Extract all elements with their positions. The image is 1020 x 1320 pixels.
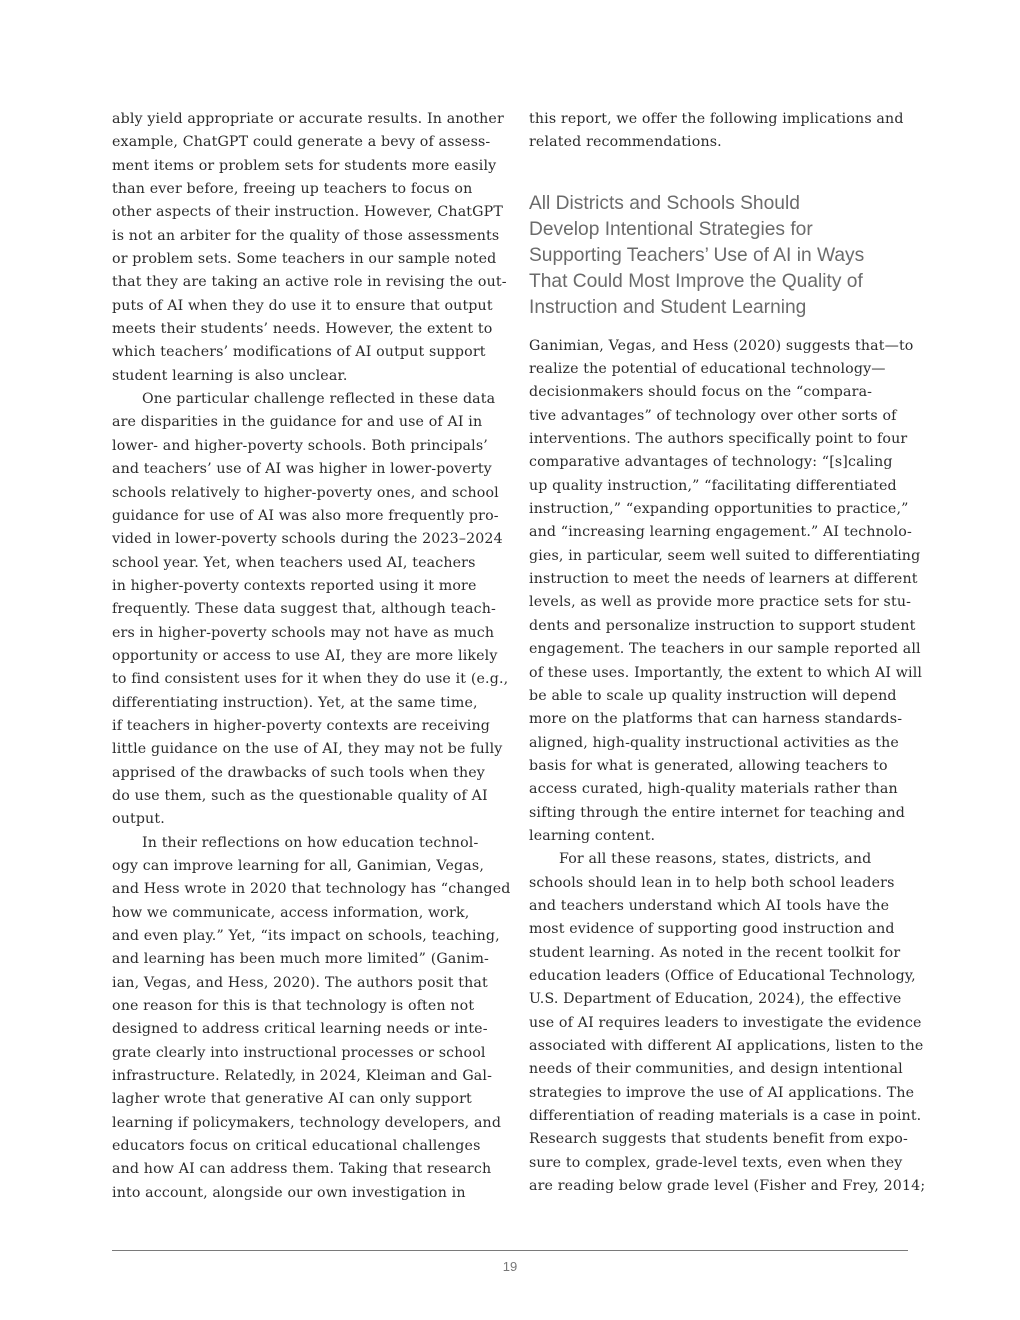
text-line: how we communicate, access information, work, xyxy=(112,904,470,921)
text-line: dents and personalize instruction to support student xyxy=(529,617,916,634)
text-line: guidance for use of AI was also more frequently pro- xyxy=(112,507,499,524)
text-line: grate clearly into instructional processes or school xyxy=(112,1044,486,1061)
text-line: U.S. Department of Education, 2024), the effective xyxy=(529,991,902,1008)
text-line: into account, alongside our own investigation in xyxy=(112,1184,466,1201)
text-line: more on the platforms that can harness standards- xyxy=(529,711,903,728)
text-line: education leaders (Office of Educational Technology, xyxy=(529,967,916,984)
text-line: For all these reasons, states, districts, and xyxy=(559,851,872,868)
text-line: use of AI requires leaders to investigate the evidence xyxy=(529,1014,922,1031)
text-line: and learning has been much more limited” (Ganim- xyxy=(112,951,489,968)
paragraph xyxy=(529,848,926,1198)
text-line: to find consistent uses for it when they do use it (e.g., xyxy=(112,671,509,688)
text-line: one reason for this is that technology is often not xyxy=(112,998,475,1015)
text-line: learning if policymakers, technology developers, and xyxy=(112,1114,502,1131)
text-line: output. xyxy=(112,811,165,828)
text-line: One particular challenge reflected in these data xyxy=(142,391,496,408)
text-line: aligned, high-quality instructional activities as the xyxy=(529,734,899,751)
text-line: is not an arbiter for the quality of those assessments xyxy=(112,227,500,244)
text-line: student learning is also unclear. xyxy=(112,367,348,384)
text-line: do use them, such as the questionable quality of AI xyxy=(112,787,488,804)
section-heading xyxy=(529,191,909,321)
footer-divider xyxy=(112,1250,908,1251)
text-line: instruction,” “expanding opportunities to practice,” xyxy=(529,501,909,518)
text-line: comparative advantages of technology: “[s]caling xyxy=(529,454,893,471)
text-line: differentiation of reading materials is a case in point. xyxy=(529,1108,922,1125)
text-line: if teachers in higher-poverty contexts are receiving xyxy=(112,717,490,734)
text-line: ian, Vegas, and Hess, 2020). The authors posit that xyxy=(112,974,488,991)
text-line: sifting through the entire internet for teaching and xyxy=(529,804,906,821)
text-line: and how AI can address them. Taking that research xyxy=(112,1161,492,1178)
text-line: infrastructure. Relatedly, in 2024, Kleiman and Gal- xyxy=(112,1068,493,1085)
text-line: designed to address critical learning needs or inte- xyxy=(112,1021,488,1038)
text-line: lagher wrote that generative AI can only support xyxy=(112,1091,472,1108)
text-line: levels, as well as provide more practice sets for stu- xyxy=(529,594,912,611)
text-line: related recommendations. xyxy=(529,134,722,151)
text-line: schools should lean in to help both school leaders xyxy=(529,874,895,891)
text-line: that they are taking an active role in revising the out- xyxy=(112,274,507,291)
text-line: be able to scale up quality instruction will depend xyxy=(529,687,897,704)
text-line: lower- and higher-poverty schools. Both principals’ xyxy=(112,437,488,454)
text-line: ably yield appropriate or accurate results. In another xyxy=(112,111,504,127)
text-line: gies, in particular, seem well suited to differentiating xyxy=(529,547,921,564)
text-line: this report, we offer the following implications and xyxy=(529,111,904,127)
heading-line: Develop Intentional Strategies for xyxy=(529,218,813,240)
text-line: schools relatively to higher-poverty ones, and school xyxy=(112,484,499,501)
text-line: and even play.” Yet, “its impact on schools, teaching, xyxy=(112,928,500,945)
left-column xyxy=(112,108,511,1205)
text-line: associated with different AI applications, listen to the xyxy=(529,1038,924,1054)
page-number: 19 xyxy=(502,1259,518,1274)
heading-line: That Could Most Improve the Quality of xyxy=(529,270,863,292)
text-line: opportunity or access to use AI, they are more likely xyxy=(112,647,498,664)
text-line: puts of AI when they do use it to ensure that output xyxy=(112,297,493,314)
heading-line: Instruction and Student Learning xyxy=(529,296,807,318)
text-line: and Hess wrote in 2020 that technology has “changed xyxy=(112,881,511,898)
text-line: decisionmakers should focus on the “compara- xyxy=(529,384,873,401)
text-line: which teachers’ modifications of AI output support xyxy=(112,344,486,361)
text-line: realize the potential of educational technology— xyxy=(529,361,886,378)
paragraph xyxy=(112,108,507,388)
text-line: meets their students’ needs. However, the extent to xyxy=(112,321,493,338)
paragraph xyxy=(112,832,511,1206)
text-line: engagement. The teachers in our sample reported all xyxy=(529,641,921,658)
text-line: example, ChatGPT could generate a bevy of assess- xyxy=(112,134,491,151)
text-line: needs of their communities, and design intentional xyxy=(529,1061,903,1078)
text-line: educators focus on critical educational challenges xyxy=(112,1138,481,1155)
text-line: tive advantages” of technology over other sorts of xyxy=(529,407,897,424)
right-column xyxy=(529,108,926,1198)
text-line: frequently. These data suggest that, although teach- xyxy=(112,601,496,618)
text-line: basis for what is generated, allowing teachers to xyxy=(529,757,888,774)
text-line: student learning. As noted in the recent toolkit for xyxy=(529,944,901,961)
text-line: apprised of the drawbacks of such tools when they xyxy=(112,764,485,781)
text-line: Ganimian, Vegas, and Hess (2020) suggests that—to xyxy=(529,337,914,354)
text-line: ment items or problem sets for students more easily xyxy=(112,157,497,174)
paragraph xyxy=(112,388,509,832)
text-line: than ever before, freeing up teachers to focus on xyxy=(112,181,473,198)
text-line: and “increasing learning engagement.” AI technolo- xyxy=(529,524,912,541)
text-line: are disparities in the guidance for and use of AI in xyxy=(112,414,483,431)
text-line: or problem sets. Some teachers in our sample noted xyxy=(112,251,497,268)
text-line: up quality instruction,” “facilitating differentiated xyxy=(529,477,897,494)
text-line: and teachers’ use of AI was higher in lower-poverty xyxy=(112,461,492,478)
text-line: Research suggests that students benefit from expo- xyxy=(529,1131,908,1148)
text-line: of these uses. Importantly, the extent to which AI will xyxy=(529,664,923,681)
text-line: most evidence of supporting good instruction and xyxy=(529,921,895,938)
text-line: are reading below grade level (Fisher and Frey, 2014; xyxy=(529,1178,926,1195)
text-line: other aspects of their instruction. However, ChatGPT xyxy=(112,204,503,221)
text-line: vided in lower-poverty schools during the 2023–2024 xyxy=(112,531,503,548)
heading-line: Supporting Teachers’ Use of AI in Ways xyxy=(529,244,865,266)
text-line: learning content. xyxy=(529,827,656,844)
text-line: interventions. The authors specifically point to four xyxy=(529,431,908,448)
text-line: In their reflections on how education technol- xyxy=(142,834,479,851)
heading-line: All Districts and Schools Should xyxy=(529,192,800,214)
section-body xyxy=(529,335,926,1199)
paragraph xyxy=(529,335,923,849)
text-line: in higher-poverty contexts reported using it more xyxy=(112,577,477,594)
text-line: instruction to meet the needs of learners at different xyxy=(529,571,918,588)
text-line: school year. Yet, when teachers used AI, teachers xyxy=(112,554,476,571)
text-line: access curated, high-quality materials rather than xyxy=(529,781,898,798)
text-line: sure to complex, grade-level texts, even when they xyxy=(529,1154,903,1171)
text-line: differentiating instruction). Yet, at the same time, xyxy=(112,694,478,711)
text-line: little guidance on the use of AI, they may not be fully xyxy=(112,741,503,758)
text-line: ogy can improve learning for all, Ganimian, Vegas, xyxy=(112,858,484,874)
intro-text xyxy=(529,108,909,155)
text-line: and teachers understand which AI tools have the xyxy=(529,897,890,914)
text-line: ers in higher-poverty schools may not have as much xyxy=(112,624,495,641)
text-line: strategies to improve the use of AI applications. The xyxy=(529,1084,915,1101)
